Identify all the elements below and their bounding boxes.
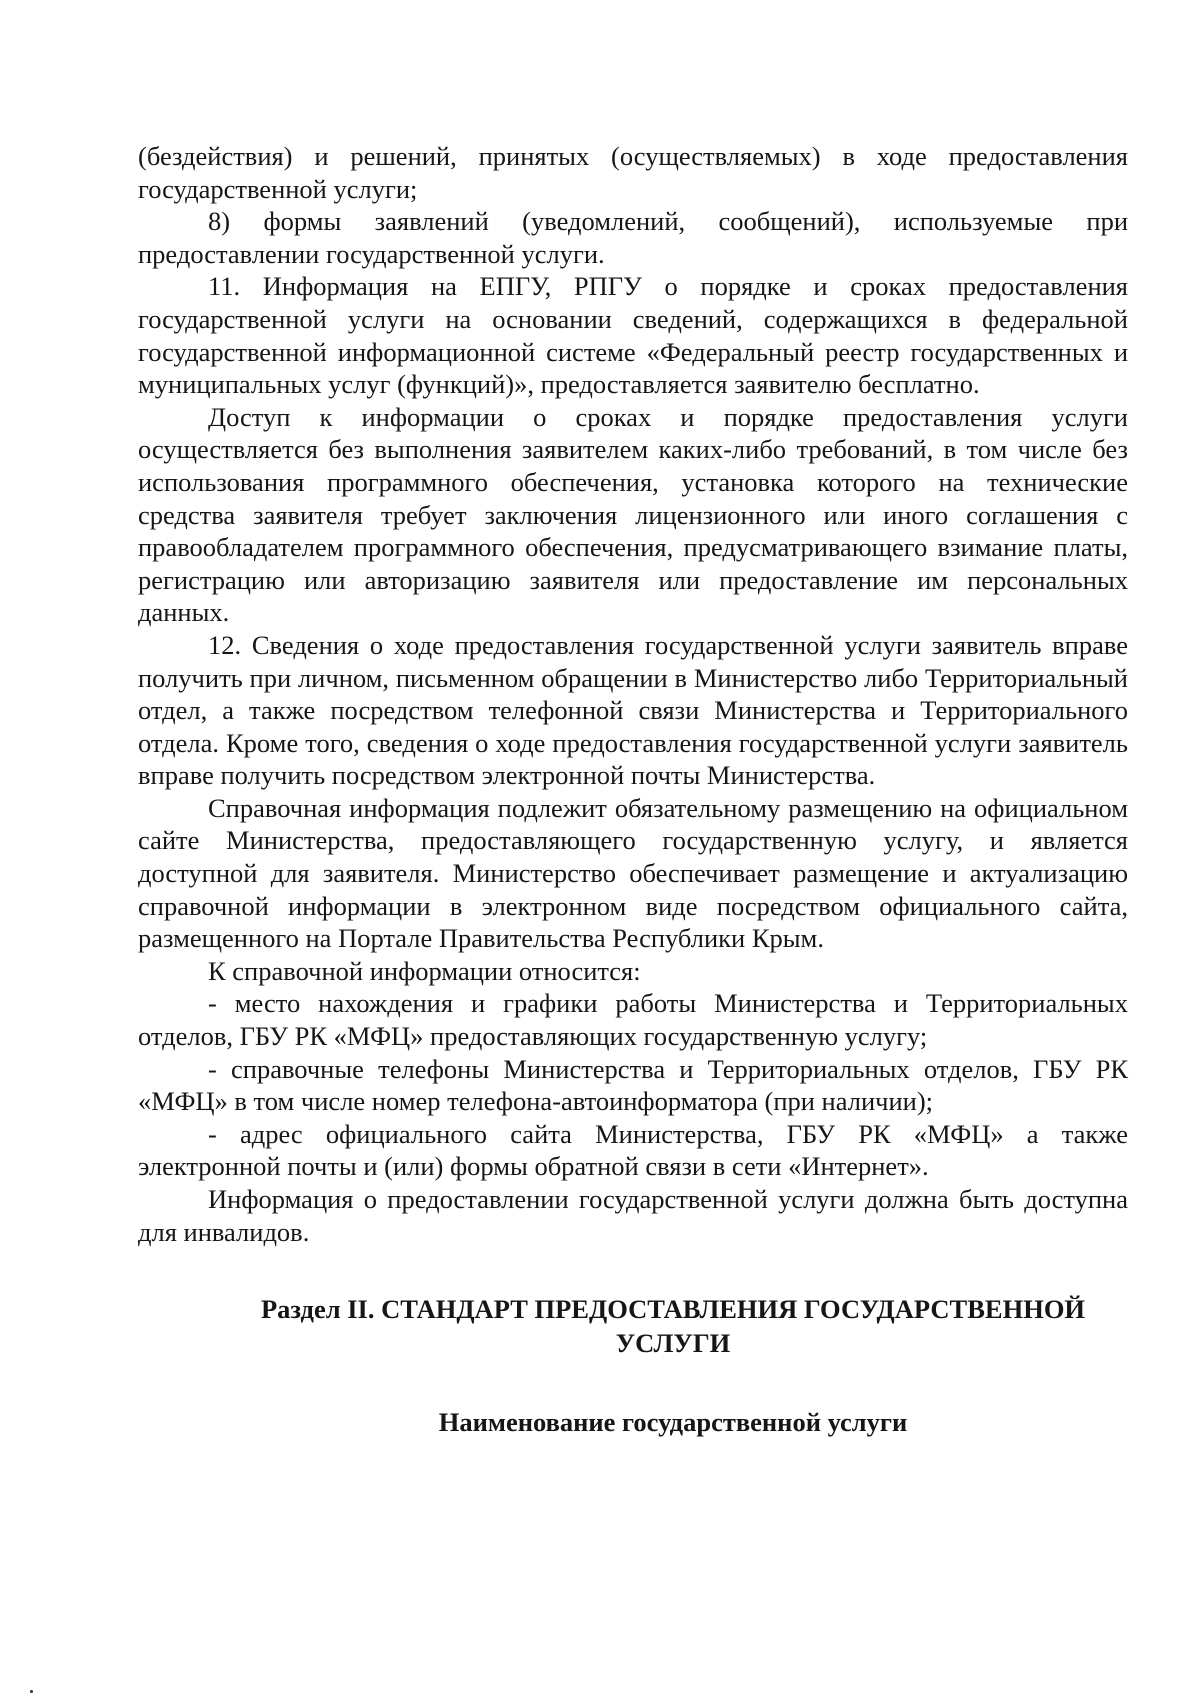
paragraph-accessibility: Информация о предоставлении государственной услуги должна быть доступна для инвалидов.: [138, 1184, 1128, 1247]
paragraph-item-8: 8) формы заявлений (уведомлений, сообщений), используемые при предоставлении государственной услуги.: [138, 206, 1128, 269]
paragraph-reference-list-intro: К справочной информации относится:: [208, 955, 641, 986]
scan-speck: [30, 1690, 33, 1693]
paragraph-clause-11: 11. Информация на ЕПГУ, РПГУ о порядке и сроках предоставления государственной услуги на основании сведений, содержащихся в федеральной государственной информационной системе «Федеральный реестр государственных и муниципальных услуг (функций)», предоставляется заявителю бесплатно.: [138, 271, 1128, 400]
subsection-title: Наименование государственной услуги: [438, 1407, 908, 1438]
paragraph-access-info: Доступ к информации о сроках и порядке предоставления услуги осуществляется без выполнения заявителем каких-либо требований, в том числе без использования программного обеспечения, установка которого на технические средства заявителя требует заключения лицензионного или иного соглашения с правообладателем программного обеспечения, предусматривающего взимание платы, регистрацию или авторизацию заявителя или предоставление им персональных данных.: [138, 401, 1128, 628]
paragraph-reference-info: Справочная информация подлежит обязательному размещению на официальном сайте Министерства, предоставляющего государственную услугу, и является доступной для заявителя. Министерство обеспечивает размещение и актуализацию справочной информации в электронном виде посредством официального сайта, размещенного на Портале Правительства Республики Крым.: [138, 792, 1128, 954]
list-item-website: - адрес официального сайта Министерства, ГБУ РК «МФЦ» а также электронной почты и (или) формы обратной связи в сети «Интернет».: [138, 1118, 1128, 1182]
list-item-location: - место нахождения и графики работы Министерства и Территориальных отделов, ГБУ РК «МФЦ» предоставляющих государственную услугу;: [138, 988, 1128, 1052]
paragraph-continuation: (бездействия) и решений, принятых (осуществляемых) в ходе предоставления государственной услуги;: [138, 141, 1128, 204]
document-page: [138, 140, 1128, 1439]
list-item-phones: - справочные телефоны Министерства и Территориальных отделов, ГБУ РК «МФЦ» в том числе номер телефона-автоинформатора (при наличии);: [138, 1053, 1128, 1117]
section-title: Раздел II. СТАНДАРТ ПРЕДОСТАВЛЕНИЯ ГОСУДАРСТВЕННОЙ УСЛУГИ: [260, 1294, 1086, 1359]
paragraph-clause-12: 12. Сведения о ходе предоставления государственной услуги заявитель вправе получить при личном, письменном обращении в Министерство либо Территориальный отдел, а также посредством телефонной связи Министерства и Территориального отдела. Кроме того, сведения о ходе предоставления государственной услуги заявитель вправе получить посредством электронной почты Министерства.: [138, 629, 1128, 791]
